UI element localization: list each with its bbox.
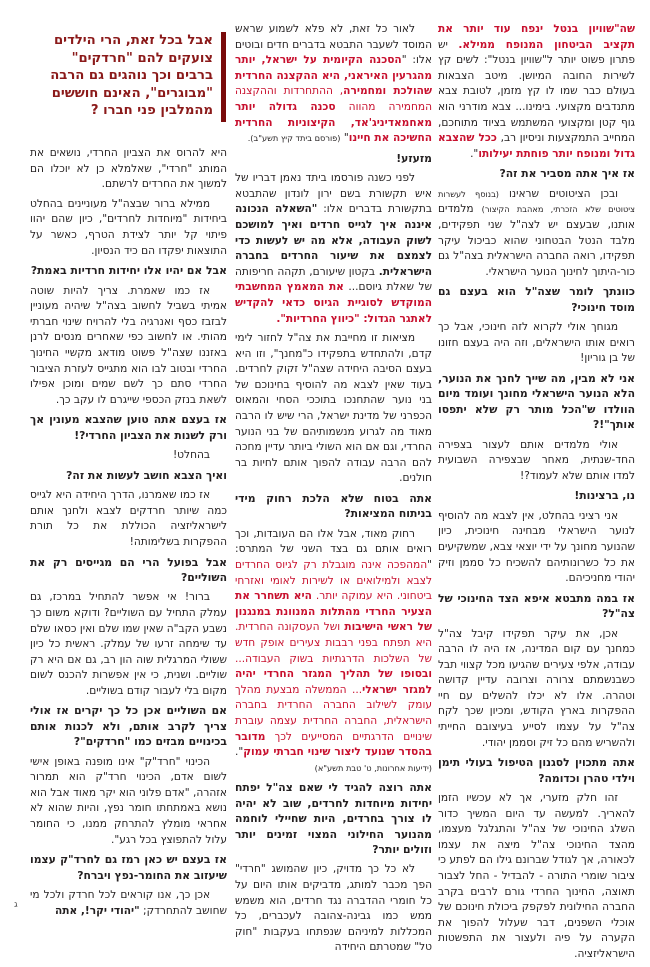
highlight-quote: מדובר בהסדר שנועד ליצור שינוי חברתי עמוק [235, 730, 432, 759]
highlight-quote: את המאמץ המחשבתי המוקדש לסוגיית הגיוס כדאי להקדיש לאתגר הגדול: "כיווץ החרדיות". [235, 281, 432, 325]
highlight-quote: סכנה גדולה יותר מאחמאדיניג'אד, הקיצוניות החרדית החשיכה את חיינו [235, 100, 432, 145]
highlight-quote: ובסופו של תהליך המגזר החרדי יהיה למגזר ישראלי [235, 668, 432, 696]
paragraph: היא להרוס את הצביון החרדי, נושאים את המותג "חרדי", שאלמלא כן לא יוכלו הם למשוך את החרדים לרשתם. [30, 147, 227, 191]
interview-question: אני לא מבין, מה שייך לחנך את הנוער, הלא הנוער הישראלי מחונך ועומד מיום הוולדו ש"הכל מותר רק שלא יתפסו אותך"!? [438, 371, 635, 432]
interview-question: ואיך הצבא חושב לעשות את זה? [66, 468, 227, 482]
paragraph: לא כל כך מדויק, כיון שהמושג "חרדי" הפך מכבר למותג, מדביקים אותו היום על כל חומרי ההדברה נגד חרדים, הוא משמש ממש כמו גבינה-צהובה לעכברים, כל המכללות למיניהם שנפתחו בעקבות "חוק טל" שמטרתם היחידה [235, 863, 432, 954]
interview-question: אם השוליים אכן כל כך יקרים אז אולי צריך לקרב אותם, ולא לכנות אותם בכינויים מבזים כמו "חרדקים"? [30, 704, 227, 749]
bold-quote: "השאלה הנכונה איננה איך לגייס חרדים ואיך למושכם לשוק העבודה, אלא מה יש לעשות כדי לצמצם את שיעור החרדים בחברה הישראלית. [235, 203, 432, 278]
paragraph: אולי מלמדים אותם לעצור בצפירה החד-שנתית, מאחר שבצפירה השבועית למדו אותם שלא לעמוד?! [438, 438, 635, 482]
paragraph [235, 527, 432, 777]
text: " [340, 132, 349, 145]
interview-question: אז בעצם יש כאן רמז גם לחרד"ק עצמו שיעזוב את החומר-נפץ ויברח? [30, 853, 227, 882]
paragraph: אז כמו שאמרנו, הדרך היחידה היא לגייס כמה שיותר חרדקים לצבא ולחנך אותם לישראליזציה הכוללת את כל תורת ההפקרות בשלימותה! [30, 489, 227, 548]
interview-question: אז איך אתה מסביר את זה? [499, 167, 635, 181]
interview-question: אתה רוצה להגיד לי שאם צה"ל יפתח יחידות מיוחדות לחרדים, שוב לא יהיה לו צורך בחרדים, היות שחיילי לוחמה מהנוער החילוני המצוי זמינים יותר וזולים יותר? [235, 781, 432, 856]
source-note: (פורסם ביתד קיץ תשע"ב). [247, 133, 341, 144]
pull-quote: אבל בכל זאת, הרי הילדים צועקים להם "חרדקים" ברבים וכך נוהגים גם הרבה "מבוגרים", האינם חוששים מהמלבין פני חברו ? [30, 32, 226, 122]
interview-question: אז בעצם אתה טוען שהצבא מעונין אך ורק לשנות את הצביון החרדי?! [30, 413, 227, 442]
paragraph: מגוחך אולי לקרוא לזה חינוכי, אבל כך רואים אותו הישראלים, וזה היה בעצם חזונו של בן גוריון! [438, 321, 635, 365]
paragraph [438, 22, 635, 162]
paragraph [235, 22, 432, 147]
paragraph: אז כמו שאמרת. צריך להיות שוטה אמיתי בשביל לחשוב בצה"ל שיהיה מעוניין לבזבז כסף ואנרגיה בלי להרויח שינוי חברתי מהותי. או לחשוב כפי שאחרים מנסים לרנן באזננו שצה"ל פשוט מודאג מקשיי החינוך החרדי ובטוב לבו הוא מתגייס לעזרת הציבור החרדי סתם כך לשם שמים ומוכן אפילו לשאת בנזק הכספי שייגרם לו עקב כך. [30, 284, 227, 406]
interview-question: אבל אם יהיו אלו יחידות חרדיות באמת? [30, 264, 227, 278]
paragraph: ממילא ברור שבצה"ל מעוניינים בהחלט ביחידות "מיוחדות לחרדים", כיון שהם יהוו פיתוי קל יותר לצידת הטרף, כאשר על התוצאות יפקדו הם כיד הנסיון. [30, 197, 227, 257]
interview-question: אבל בפועל הרי הם מגייסים רק את השוליים? [30, 555, 227, 584]
text: רחוק מאוד, אבל אלו הם העובדות, וכך רואים אותם גם בצד השני של המתרס: " [235, 527, 432, 572]
text: יש פתרון פשוט יותר ל"שוויון בנטל": לשים קץ לשירות החובה המיושן. מיטב הצבאות בעולם כבר שמו לו קץ מזמן, לטובת צבא מתנדבים מקצועי. בימינו... צבא מודרני הוא גוף קטן ומקצועי המשתמש בציוד מתוחכם, המחייב התמקצעות וניסיון רב, [438, 38, 635, 145]
text: ". [470, 147, 479, 160]
highlight-quote: שה"שוויון בנטל ינפח עוד יותר את תקציב הביטחון המנופח ממילא. [438, 23, 635, 51]
highlight-quote: ושל העסקונה החרדית. היא תפתח בפני רבבות צעירים אופק חדש של השלכות הדרגתיות בשוק העבודה... [235, 621, 432, 665]
paragraph [235, 171, 432, 327]
highlight-quote: , ההתחרדות וההקצנה המחמירה מהווה [235, 85, 432, 113]
highlight-quote: המהפכה אינה מוגבלת רק לגיוס החרדים לצבא ולמילואים או לשירות לאומי ואזרחי ביטחוני. היא עמוקה יותר. [235, 559, 432, 603]
text: אכן כך, אנו קוראים לכל חרדק ולכל מי שחושב להתחרדק; [30, 889, 227, 917]
aside-note: (בנוסף לעשרות ציטוטים שלא הזכרתי, מאהבת הקיצור) [438, 188, 635, 215]
text: מלמדים אותנו, שבעצם יש לצה"ל שני תפקידים, מלבד הנטל הבטחוני שהוא כביכול עיקר תפקידו, רואה החברה הישראלית בצה"ל גם כור-היתוך לחינוך הנוער הישראלי. [438, 203, 635, 278]
text: לפני כשנה פורסמו ביתד נאמן דבריו של איש תקשורת בשם ירון לונדון שהתבטא בתקשורת בדברים אלו: [235, 172, 432, 216]
page-number: ג [14, 900, 18, 910]
text: ובכן הציטוטים שראינו [499, 187, 619, 200]
bold-quote: "יהודי יקר!, אתה [54, 904, 140, 917]
text: ". [235, 746, 244, 759]
interview-question: אתה בטוח שלא הלכת רחוק מידי בניתוח המציאות? [235, 492, 432, 521]
paragraph: בהחלט! [172, 449, 211, 462]
interview-question: אתה מתכוין לסגנון הטיפול בעולי תימן וילדי טהרן וכדומה? [438, 756, 635, 785]
paragraph: מציאות זו מחייבת את צה"ל לחזור לימי קדם, ולהתחדש בתפקידו כ"מחנך", וזו היא בעצם הסיבה היחידה שצה"ל זקוק לחרדים. בעוד שאין לצבא מה להוסיף בחינוכם של בני נוער שהתחנכו בתוככי הסחי והמאוס הכפרני של מדינת ישראל, הרי שיש לו הרבה מאוד מה לגרוע מנשמותיהם של בני הנוער החרדי, וגם אם הוא השולי ביותר עדיין מחכה להם הרבה עבודה להפוך אותם לחיות בר חולנים. [235, 332, 432, 485]
column-left [30, 146, 227, 923]
paragraph: זהו חלק מזערי, אך לא עכשיו הזמן להאריך. למעשה עד היום המשיך כדור השלג החינוכי של צה"ל והתגלגל מעצמו, מהצד החינוכי צה"ל מיצה את עצמו לכאורה, אך לגודל שברונם גילו הם לפתע כי ציבור שומרי התורה - להבדיל - החל לצבור תאוצה, החינוך החרדי גורם לרבים בקרב החברה החילונית לפקפק ביכולת חינוכם של אוכלי השפנים, דבר שעלול להפוך את הקערה על פיה ולעצור את התפשטות הישראליזציה. [438, 792, 635, 960]
text: לאור כל זאת, לא פלא לשמוע שראש המוסד לשעבר התבטא בדברים חדים ובוטים אלו: " [235, 23, 432, 67]
paragraph: אכן, את עיקר תפקידו קיבל צה"ל כמחנך עם קום המדינה, אז היה לו הרבה עבודה, אלפי צעירים שהגיעו מכל קצווי תבל כשבנשמתם צרורה וצרובה עדיין קדושה וטהרה. אלו לא יכלו להשלים עם חיי ההפקרות בארץ הקודש, ומכיון שכך לקח צה"ל על עצמו לסייע בעיצובם החייתי ולהשריש מהם כל זיק וסממן יהודי. [438, 627, 635, 749]
highlight-quote: הסכנה הקיומית על ישראל, יותר מהגרעין האיראני, היא ההקצנה החרדית שהולכת ומחמירה [235, 54, 432, 98]
interview-question: מזעזע! [396, 151, 432, 165]
column-middle [235, 22, 432, 960]
source-note: (ידיעות אחרונות, ט' טבת תשע"א) [314, 762, 432, 773]
highlight-quote: ככל שהצבא גדול ומנופח יותר פוחתת יעילותו [438, 132, 635, 160]
highlight-quote: ... הממשלה מבצעת מהלך עומק לשילוב החברה החרדית בחברה הישראלית, החברה החרדית עצמה עוברת שינויים הדרגתיים המסייעים לכך [235, 683, 432, 743]
paragraph: אני רציני בהחלט, אין לצבא מה להוסיף לנוער הישראלי מבחינה חינוכית, כיון שהנוער מחונך על ידי יוצאי צבא, שמשקיעים את כל כשרונותיהם להשכיח כל סממן וזיק יהודי מחניכיהם. [438, 509, 635, 585]
interview-question: אז במה מתבטא איפא הצד החינוכי של צה"ל? [438, 591, 635, 621]
paragraph: הכינוי "חרד"ק" אינו מופנה באופן אישי לשום אדם, הכינוי חרד"ק הוא תמרור אזהרה, "אדם פלוני הוא יקר מאוד אבל הוא נושא באמתחתו חומר נפץ, והיות שהוא לא אחראי מומלץ להתרחק ממנו, כי החומר עלול להתפוצץ בכל רגע". [30, 755, 227, 846]
highlight-quote: היא תשחרר את הצעיר החרדי מהתלות המנוונת במנגנון של ראשי הישיבות [235, 590, 432, 634]
paragraph [30, 888, 227, 919]
paragraph [438, 187, 635, 281]
interview-question: כוונתך לומר שצה"ל הוא בעצם גם מוסד חינוכי? [438, 285, 635, 314]
paragraph: ברור! אי אפשר להתחיל במרכז, גם עמלק התחיל עם השוליים? ודוקא משום כך נשבע הקב"ה שאין שמו שלם ואין כסאו שלם עד שימחה זרעו של עמלק. ראשית כל כיון ששולי המרגלית שוה הון רב, גם אם היא רק שוליים. ושנית, כי אין אפשרות להכנס לשום מקום בלי לעבור קודם בשוליים. [30, 591, 227, 697]
interview-question: נו, ברצינות! [574, 489, 635, 503]
column-right [438, 22, 635, 967]
text: בקטון שיעורם, תקהה חריפותה של שאלת גיוסם... [235, 265, 432, 294]
